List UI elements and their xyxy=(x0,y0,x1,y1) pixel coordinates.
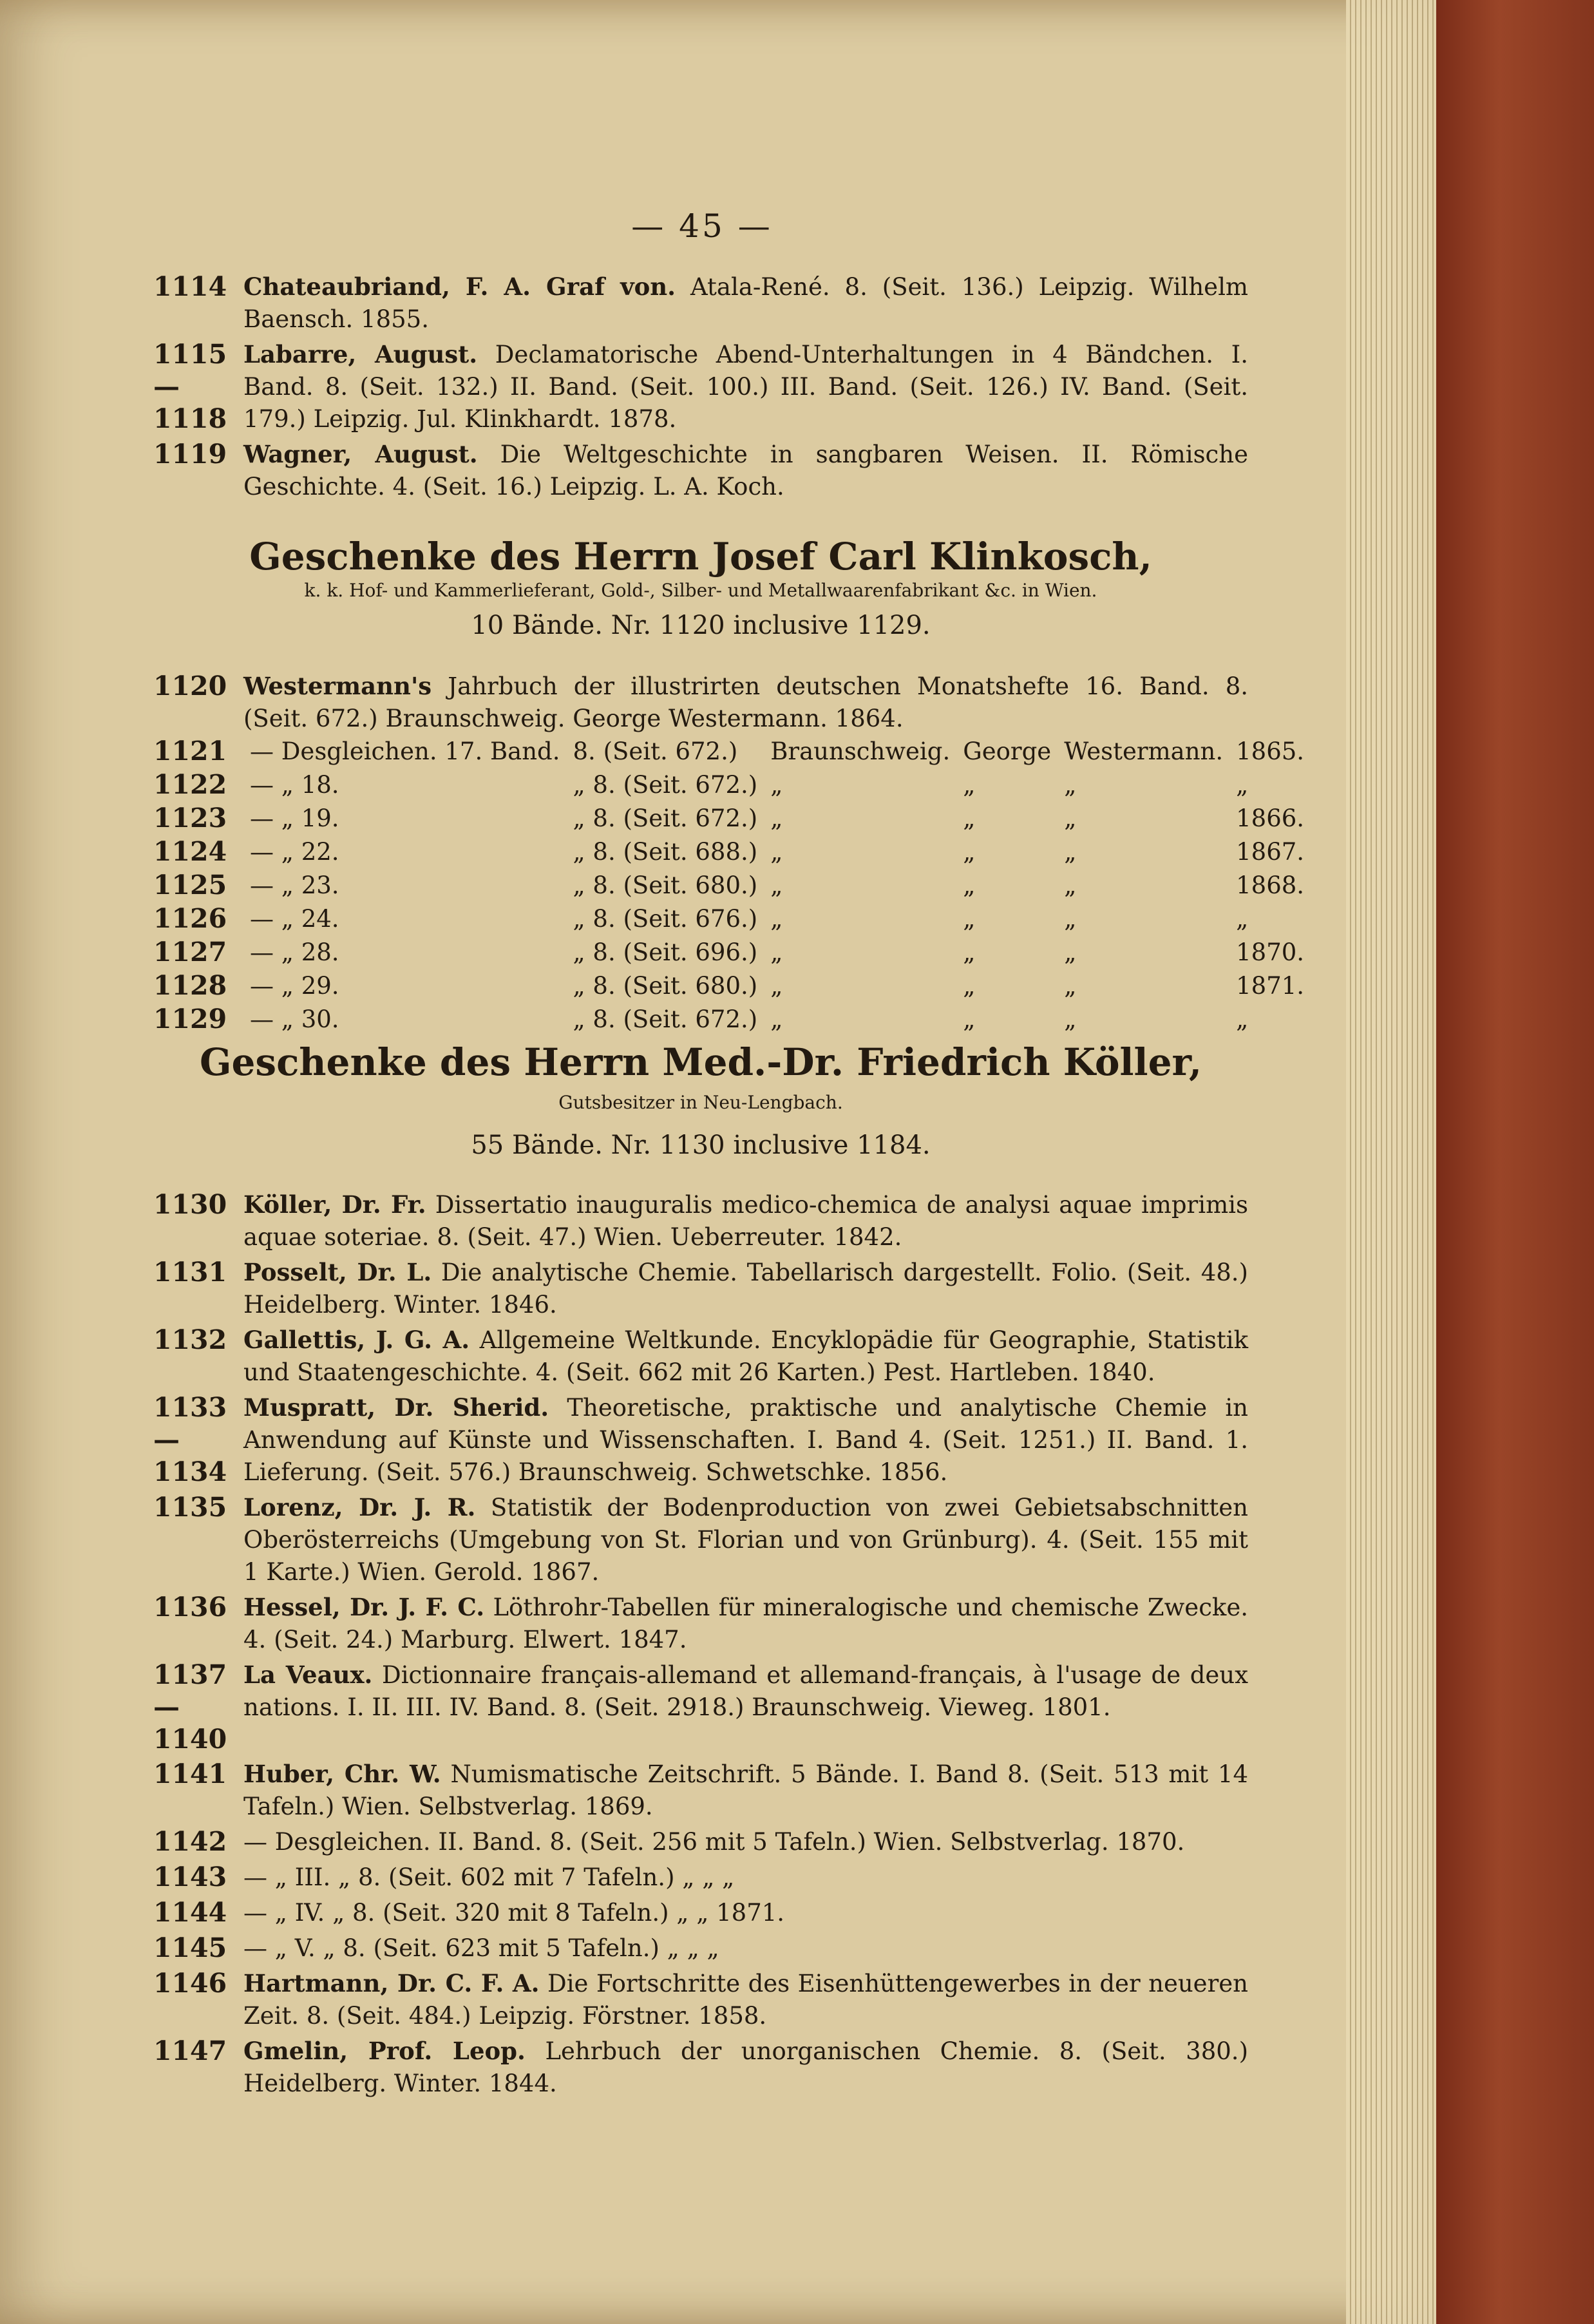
table-cell: „ xyxy=(1064,871,1077,899)
table-cell: 1870. xyxy=(1236,938,1305,966)
table-cell: Westermann. xyxy=(1064,737,1224,765)
table-cell: „ xyxy=(963,837,976,866)
table-cell: „ xyxy=(1064,804,1077,832)
table-cell: „ xyxy=(1064,837,1077,866)
table-row xyxy=(153,801,1311,835)
entry-author: Chateaubriand, F. A. Graf von. xyxy=(243,272,676,301)
entry-number: 1124 xyxy=(153,836,227,867)
entry-author: Köller, Dr. Fr. xyxy=(243,1190,426,1219)
table-cell: „ 8. (Seit. 696.) xyxy=(573,938,758,966)
section-count: 55 Bände. Nr. 1130 inclusive 1184. xyxy=(471,1130,931,1160)
table-cell: „ xyxy=(1236,1005,1249,1033)
entry-author: Posselt, Dr. L. xyxy=(243,1258,432,1286)
table-cell: — „ 29. xyxy=(250,971,339,1000)
entry-number: 1131 xyxy=(153,1257,227,1288)
table-cell: „ 8. (Seit. 688.) xyxy=(573,837,758,866)
entry-author: Hartmann, Dr. C. F. A. xyxy=(243,1969,540,1997)
list-item xyxy=(153,1256,1248,1321)
entry-text: Lehrbuch der unorganischen Chemie. 8. (Seit. 380.) Heidelberg. Winter. 1844. xyxy=(243,2037,1249,2097)
table-cell: „ xyxy=(963,770,976,799)
table-cell: — „ 30. xyxy=(250,1005,339,1033)
entry-number: 1123 xyxy=(153,803,227,833)
entry-number: 1142 xyxy=(153,1826,227,1857)
entry-number: 1137—1140 xyxy=(153,1659,227,1755)
section-count: 10 Bände. Nr. 1120 inclusive 1129. xyxy=(471,611,931,640)
entry-text: — „ IV. „ 8. (Seit. 320 mit 8 Tafeln.) „ „ 1871. xyxy=(243,1899,785,1927)
entry-number: 1145 xyxy=(153,1932,227,1963)
table-cell: — „ 18. xyxy=(250,770,339,799)
table-cell: — „ 24. xyxy=(250,904,339,933)
entry-1120 xyxy=(153,670,1248,738)
list-item xyxy=(153,1491,1248,1588)
entry-number: 1135 xyxy=(153,1492,227,1523)
list-item xyxy=(153,438,1248,503)
list-item xyxy=(153,1591,1248,1656)
entry-text: Theoretische, praktische und analytische Chemie in Anwendung auf Künste und Wissenschaften. I. Band 4. (Seit. 1251.) II. Band. 1. Lieferung. (Seit. 576.) Braunschweig. Schwetschke. 1856. xyxy=(243,1394,1249,1486)
table-row xyxy=(153,835,1311,868)
entry-text: Die analytische Chemie. Tabellarisch dargestellt. Folio. (Seit. 48.) Heidelberg. Winter. 1846. xyxy=(243,1259,1248,1319)
table-cell: „ xyxy=(1236,770,1249,799)
entry-number: 1114 xyxy=(153,271,227,302)
entry-text: — Desgleichen. II. Band. 8. (Seit. 256 mit 5 Tafeln.) Wien. Selbstverlag. 1870. xyxy=(243,1828,1185,1856)
table-cell: „ 8. (Seit. 672.) xyxy=(573,1005,758,1033)
entry-text: Dissertatio inauguralis medico-chemica de analysi aquae imprimis aquae soteriae. 8. (Seit. 47.) Wien. Ueberreuter. 1842. xyxy=(243,1191,1248,1251)
table-cell: „ xyxy=(770,837,783,866)
entry-number: 1130 xyxy=(153,1189,227,1220)
table-cell: — „ 28. xyxy=(250,938,339,966)
list-item xyxy=(153,1825,1248,1858)
entry-number: 1119 xyxy=(153,439,227,470)
list-item xyxy=(153,670,1248,735)
table-cell: „ xyxy=(963,971,976,1000)
entry-text: Atala-René. 8. (Seit. 136.) Leipzig. Wilhelm Baensch. 1855. xyxy=(243,273,1248,333)
entry-author: Huber, Chr. W. xyxy=(243,1760,441,1788)
entry-text: Die Fortschritte des Eisenhüttengewerbes in der neueren Zeit. 8. (Seit. 484.) Leipzig. Förstner. 1858. xyxy=(243,1970,1248,2030)
section-subtitle: Gutsbesitzer in Neu-Lengbach. xyxy=(558,1092,843,1113)
list-item xyxy=(153,271,1248,336)
table-cell: „ 8. (Seit. 672.) xyxy=(573,804,758,832)
table-cell: „ xyxy=(1064,904,1077,933)
list-item xyxy=(153,1659,1248,1755)
entries-top xyxy=(153,271,1248,506)
entry-text: Allgemeine Weltkunde. Encyklopädie für Geographie, Statistik und Staatengeschichte. 4. (Seit. 662 mit 26 Karten.) Pest. Hartleben. 1840. xyxy=(243,1326,1248,1386)
series-table xyxy=(153,734,1311,1036)
table-cell: 8. (Seit. 672.) xyxy=(573,737,738,765)
table-cell: „ xyxy=(963,804,976,832)
entry-text: Die Weltgeschichte in sangbaren Weisen. II. Römische Geschichte. 4. (Seit. 16.) Leipzig. L. A. Koch. xyxy=(243,441,1249,500)
entry-author: Westermann's xyxy=(243,672,432,700)
table-cell: „ xyxy=(1064,770,1077,799)
table-row xyxy=(153,768,1311,801)
table-cell: „ xyxy=(1064,971,1077,1000)
page-number: — 45 — xyxy=(631,207,773,245)
table-cell: — Desgleichen. 17. Band. xyxy=(250,737,560,765)
table-cell: „ xyxy=(770,1005,783,1033)
table-cell: „ xyxy=(963,1005,976,1033)
table-cell: „ xyxy=(770,770,783,799)
entry-text: — „ V. „ 8. (Seit. 623 mit 5 Tafeln.) „ „ „ xyxy=(243,1934,719,1962)
table-row xyxy=(153,969,1311,1002)
list-item xyxy=(153,1758,1248,1823)
entry-number: 1144 xyxy=(153,1897,227,1928)
table-row xyxy=(153,1002,1311,1036)
list-item xyxy=(153,338,1248,435)
table-cell: — „ 22. xyxy=(250,837,339,866)
table-row xyxy=(153,868,1311,902)
table-row xyxy=(153,734,1311,768)
table-cell: „ xyxy=(770,971,783,1000)
entry-author: Hessel, Dr. J. F. C. xyxy=(243,1593,485,1621)
entry-number: 1115—1118 xyxy=(153,339,227,434)
table-cell: „ 8. (Seit. 676.) xyxy=(573,904,758,933)
list-item xyxy=(153,1188,1248,1253)
entry-author: Labarre, August. xyxy=(243,340,478,368)
entry-author: Muspratt, Dr. Sherid. xyxy=(243,1393,549,1422)
entry-text: Jahrbuch der illustrirten deutschen Monatshefte 16. Band. 8. (Seit. 672.) Braunschweig. George Westermann. 1864. xyxy=(243,672,1248,732)
entry-number: 1122 xyxy=(153,769,227,800)
table-cell: 1868. xyxy=(1236,871,1305,899)
entry-number: 1141 xyxy=(153,1758,227,1789)
entry-author: Gallettis, J. G. A. xyxy=(243,1326,470,1354)
page-edges xyxy=(1346,0,1436,2324)
entry-text: Löthrohr-Tabellen für mineralogische und chemische Zwecke. 4. (Seit. 24.) Marburg. Elwert. 1847. xyxy=(243,1594,1248,1653)
table-cell: „ xyxy=(770,871,783,899)
table-cell: 1871. xyxy=(1236,971,1305,1000)
table-cell: 1866. xyxy=(1236,804,1305,832)
table-cell: „ xyxy=(770,804,783,832)
list-item xyxy=(153,1896,1248,1929)
list-item xyxy=(153,1861,1248,1894)
section-title: Geschenke des Herrn Josef Carl Klinkosch, xyxy=(249,535,1152,578)
entry-number: 1120 xyxy=(153,671,227,701)
table-row xyxy=(153,935,1311,969)
entry-number: 1128 xyxy=(153,970,227,1001)
table-cell: „ xyxy=(770,938,783,966)
entry-number: 1146 xyxy=(153,1968,227,1999)
entries-bottom xyxy=(153,1188,1248,2102)
section-title: Geschenke des Herrn Med.-Dr. Friedrich Köller, xyxy=(199,1040,1202,1084)
entry-author: Wagner, August. xyxy=(243,440,478,468)
list-item xyxy=(153,1324,1248,1389)
section-subtitle: k. k. Hof- und Kammerlieferant, Gold-, Silber- und Metallwaarenfabrikant &c. in Wien. xyxy=(304,580,1097,601)
entry-number: 1126 xyxy=(153,903,227,934)
book-cover xyxy=(1436,0,1594,2324)
entry-number: 1125 xyxy=(153,870,227,900)
table-cell: 1867. xyxy=(1236,837,1305,866)
entry-number: 1129 xyxy=(153,1004,227,1034)
table-cell: „ xyxy=(963,938,976,966)
table-cell: Braunschweig. xyxy=(770,737,951,765)
table-cell: 1865. xyxy=(1236,737,1305,765)
entry-number: 1132 xyxy=(153,1324,227,1355)
entry-number: 1127 xyxy=(153,937,227,967)
table-cell: „ xyxy=(1236,904,1249,933)
entry-author: Gmelin, Prof. Leop. xyxy=(243,2037,526,2065)
entry-number: 1147 xyxy=(153,2035,227,2066)
table-cell: „ xyxy=(1064,938,1077,966)
table-cell: — „ 19. xyxy=(250,804,339,832)
table-cell: „ xyxy=(770,904,783,933)
entry-author: La Veaux. xyxy=(243,1661,373,1689)
table-cell: — „ 23. xyxy=(250,871,339,899)
table-cell: „ xyxy=(1064,1005,1077,1033)
entry-number: 1121 xyxy=(153,736,227,767)
table-cell: „ xyxy=(963,871,976,899)
entry-number: 1133—1134 xyxy=(153,1392,227,1487)
entry-text: — „ III. „ 8. (Seit. 602 mit 7 Tafeln.) „ „ „ xyxy=(243,1863,735,1891)
list-item xyxy=(153,2035,1248,2100)
table-row xyxy=(153,902,1311,935)
entry-author: Lorenz, Dr. J. R. xyxy=(243,1493,476,1521)
entry-number: 1136 xyxy=(153,1592,227,1623)
table-cell: George xyxy=(963,737,1052,765)
entry-number: 1143 xyxy=(153,1862,227,1892)
table-cell: „ xyxy=(963,904,976,933)
entry-text: Statistik der Bodenproduction von zwei Gebietsabschnitten Oberösterreichs (Umgebung von St. Florian und von Grünburg). 4. (Seit. 155 mit 1 Karte.) Wien. Gerold. 1867. xyxy=(243,1494,1248,1586)
entry-text: Numismatische Zeitschrift. 5 Bände. I. Band 8. (Seit. 513 mit 14 Tafeln.) Wien. Selbstverlag. 1869. xyxy=(243,1760,1249,1820)
entry-text: Dictionnaire français-allemand et allemand-français, à l'usage de deux nations. I. II. III. IV. Band. 8. (Seit. 2918.) Braunschweig. Vieweg. 1801. xyxy=(243,1661,1248,1721)
table-cell: „ 8. (Seit. 680.) xyxy=(573,971,758,1000)
table-cell: „ 8. (Seit. 672.) xyxy=(573,770,758,799)
list-item xyxy=(153,1967,1248,2032)
list-item xyxy=(153,1932,1248,1965)
list-item xyxy=(153,1391,1248,1489)
table-cell: „ 8. (Seit. 680.) xyxy=(573,871,758,899)
entry-text: Declamatorische Abend-Unterhaltungen in 4 Bändchen. I. Band. 8. (Seit. 132.) II. Band. (Seit. 100.) III. Band. (Seit. 126.) IV. Band. (Seit. 179.) Leipzig. Jul. Klinkhardt. 1878. xyxy=(243,341,1249,433)
